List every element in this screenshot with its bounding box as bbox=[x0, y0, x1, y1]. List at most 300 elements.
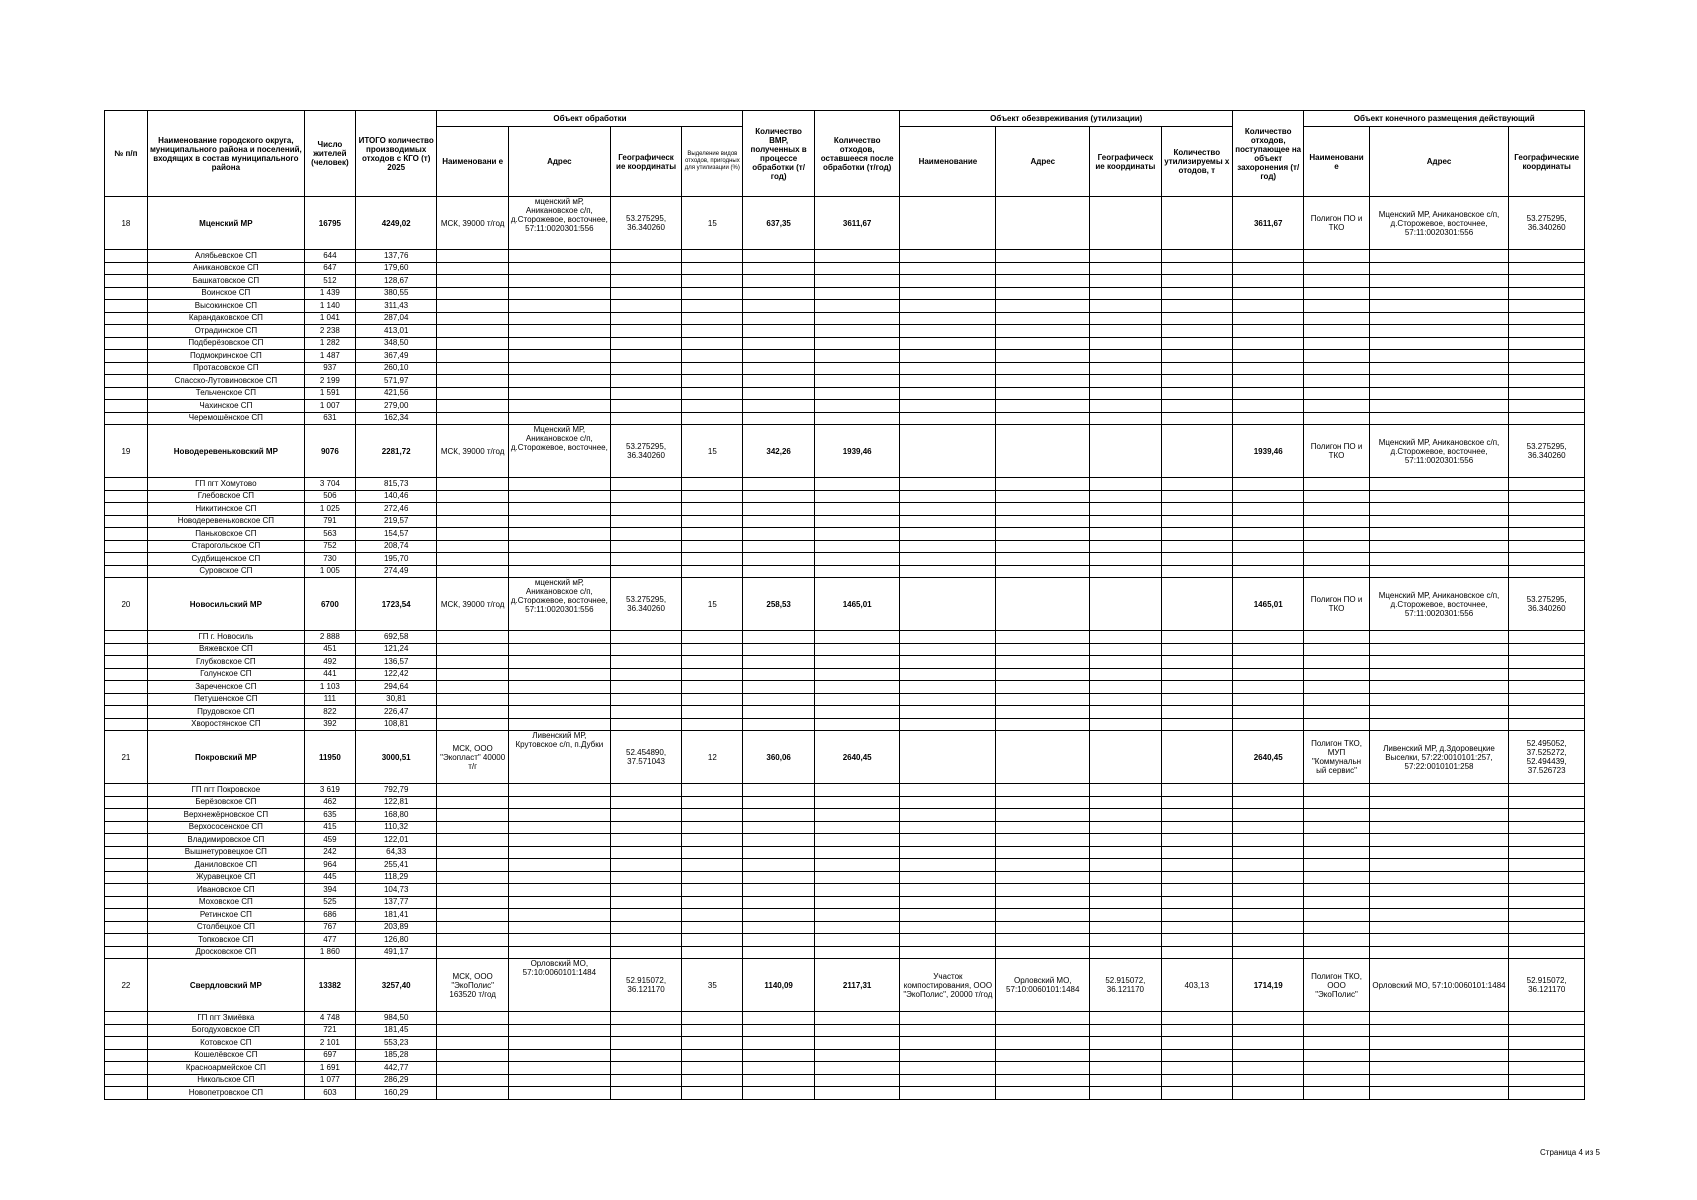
empty-cell bbox=[682, 631, 743, 644]
empty-cell bbox=[743, 1062, 814, 1075]
empty-cell bbox=[996, 946, 1090, 959]
settlement-population: 767 bbox=[304, 921, 355, 934]
empty-cell bbox=[508, 528, 610, 541]
empty-cell bbox=[1233, 1037, 1304, 1050]
empty-cell bbox=[1090, 262, 1161, 275]
empty-cell bbox=[1090, 362, 1161, 375]
final-name: Полигон ПО и ТКО bbox=[1304, 197, 1369, 250]
empty-cell bbox=[682, 656, 743, 669]
empty-cell bbox=[743, 300, 814, 313]
settlement-row bbox=[105, 784, 1585, 797]
settlement-row bbox=[105, 412, 1585, 425]
empty-cell bbox=[900, 668, 996, 681]
empty-cell bbox=[1304, 300, 1369, 313]
empty-cell bbox=[610, 312, 681, 325]
settlement-row bbox=[105, 312, 1585, 325]
empty-cell bbox=[1233, 796, 1304, 809]
empty-cell bbox=[437, 375, 508, 388]
processing-name: МСК, 39000 т/год bbox=[437, 197, 508, 250]
empty-cell bbox=[900, 693, 996, 706]
settlement-total: 348,50 bbox=[355, 337, 437, 350]
empty-cell bbox=[900, 1024, 996, 1037]
settlement-total: 208,74 bbox=[355, 540, 437, 553]
empty-cell bbox=[814, 656, 900, 669]
empty-cell bbox=[814, 809, 900, 822]
empty-cell bbox=[743, 412, 814, 425]
empty-cell bbox=[437, 400, 508, 413]
settlement-name: Отрадинское СП bbox=[147, 325, 304, 338]
empty-cell bbox=[996, 262, 1090, 275]
empty-cell bbox=[508, 565, 610, 578]
empty-cell bbox=[1233, 1062, 1304, 1075]
empty-cell bbox=[437, 515, 508, 528]
settlement-total: 203,89 bbox=[355, 921, 437, 934]
district-name: Свердловский МР bbox=[147, 959, 304, 1012]
final-name: Полигон ПО и ТКО bbox=[1304, 425, 1369, 478]
settlement-total: 118,29 bbox=[355, 871, 437, 884]
empty-cell bbox=[743, 859, 814, 872]
empty-cell bbox=[1233, 706, 1304, 719]
empty-cell bbox=[610, 287, 681, 300]
empty-cell bbox=[1161, 540, 1232, 553]
empty-cell bbox=[900, 503, 996, 516]
empty-cell bbox=[1233, 287, 1304, 300]
empty-cell bbox=[437, 350, 508, 363]
processing-address: мценский мР, Аникановское с/п, д.Сторожевое, восточнее, 57:11:0020301:556 bbox=[508, 197, 610, 250]
settlement-no-cell bbox=[105, 275, 148, 288]
settlement-total: 792,79 bbox=[355, 784, 437, 797]
empty-cell bbox=[1090, 909, 1161, 922]
empty-cell bbox=[1161, 387, 1232, 400]
settlement-row bbox=[105, 553, 1585, 566]
empty-cell bbox=[996, 300, 1090, 313]
settlement-name: Вяжевское СП bbox=[147, 643, 304, 656]
empty-cell bbox=[508, 871, 610, 884]
settlement-row bbox=[105, 718, 1585, 731]
settlement-name: Аникановское СП bbox=[147, 262, 304, 275]
processing-name: МСК, 39000 т/год bbox=[437, 425, 508, 478]
settlement-no-cell bbox=[105, 1012, 148, 1025]
empty-cell bbox=[682, 681, 743, 694]
empty-cell bbox=[1369, 490, 1509, 503]
settlement-name: Петушенское СП bbox=[147, 693, 304, 706]
empty-cell bbox=[996, 1037, 1090, 1050]
settlement-no-cell bbox=[105, 1037, 148, 1050]
empty-cell bbox=[814, 387, 900, 400]
empty-cell bbox=[437, 934, 508, 947]
empty-cell bbox=[1161, 262, 1232, 275]
empty-cell bbox=[610, 1012, 681, 1025]
settlement-population: 730 bbox=[304, 553, 355, 566]
settlement-name: ГП пгт Покровское bbox=[147, 784, 304, 797]
empty-cell bbox=[610, 1087, 681, 1100]
empty-cell bbox=[1161, 1037, 1232, 1050]
empty-cell bbox=[1304, 1087, 1369, 1100]
empty-cell bbox=[814, 412, 900, 425]
empty-cell bbox=[682, 287, 743, 300]
empty-cell bbox=[682, 896, 743, 909]
processing-percent: 12 bbox=[682, 731, 743, 784]
empty-cell bbox=[900, 325, 996, 338]
empty-cell bbox=[437, 693, 508, 706]
settlement-total: 126,80 bbox=[355, 934, 437, 947]
empty-cell bbox=[1090, 400, 1161, 413]
empty-cell bbox=[814, 1087, 900, 1100]
empty-cell bbox=[1509, 362, 1585, 375]
settlement-row bbox=[105, 643, 1585, 656]
empty-cell bbox=[1090, 553, 1161, 566]
district-row bbox=[105, 578, 1585, 631]
empty-cell bbox=[814, 871, 900, 884]
settlement-no-cell bbox=[105, 1087, 148, 1100]
empty-cell bbox=[996, 784, 1090, 797]
final-geo: 52.495052, 37.525272, 52.494439, 37.526723 bbox=[1509, 731, 1585, 784]
empty-cell bbox=[814, 540, 900, 553]
empty-cell bbox=[1090, 796, 1161, 809]
empty-cell bbox=[437, 921, 508, 934]
processing-geo: 52.915072, 36.121170 bbox=[610, 959, 681, 1012]
empty-cell bbox=[610, 1049, 681, 1062]
settlement-total: 255,41 bbox=[355, 859, 437, 872]
empty-cell bbox=[1161, 921, 1232, 934]
header-population: Число жителей (человек) bbox=[304, 111, 355, 197]
empty-cell bbox=[1369, 846, 1509, 859]
empty-cell bbox=[1509, 884, 1585, 897]
settlement-name: Красноармейское СП bbox=[147, 1062, 304, 1075]
neutralization-qty bbox=[1161, 425, 1232, 478]
empty-cell bbox=[814, 1024, 900, 1037]
empty-cell bbox=[508, 896, 610, 909]
empty-cell bbox=[1304, 884, 1369, 897]
empty-cell bbox=[437, 362, 508, 375]
settlement-total: 571,97 bbox=[355, 375, 437, 388]
empty-cell bbox=[682, 934, 743, 947]
empty-cell bbox=[814, 859, 900, 872]
empty-cell bbox=[996, 312, 1090, 325]
empty-cell bbox=[682, 478, 743, 491]
empty-cell bbox=[1304, 909, 1369, 922]
empty-cell bbox=[1369, 718, 1509, 731]
waste-table bbox=[104, 110, 1585, 1100]
settlement-name: Паньковское СП bbox=[147, 528, 304, 541]
empty-cell bbox=[1233, 631, 1304, 644]
empty-cell bbox=[1090, 681, 1161, 694]
district-total: 4249,02 bbox=[355, 197, 437, 250]
empty-cell bbox=[1509, 706, 1585, 719]
settlement-name: Никитинское СП bbox=[147, 503, 304, 516]
empty-cell bbox=[682, 1049, 743, 1062]
settlement-row bbox=[105, 921, 1585, 934]
empty-cell bbox=[1369, 1074, 1509, 1087]
empty-cell bbox=[1304, 934, 1369, 947]
empty-cell bbox=[1233, 325, 1304, 338]
settlement-row bbox=[105, 681, 1585, 694]
district-no: 22 bbox=[105, 959, 148, 1012]
settlement-name: Высокинское СП bbox=[147, 300, 304, 313]
neutralization-geo bbox=[1090, 425, 1161, 478]
empty-cell bbox=[682, 362, 743, 375]
settlement-row bbox=[105, 834, 1585, 847]
settlement-total: 30,81 bbox=[355, 693, 437, 706]
header-group-final: Объект конечного размещения действующий bbox=[1304, 111, 1585, 127]
empty-cell bbox=[900, 515, 996, 528]
settlement-total: 442,77 bbox=[355, 1062, 437, 1075]
settlement-no-cell bbox=[105, 375, 148, 388]
empty-cell bbox=[682, 275, 743, 288]
empty-cell bbox=[610, 946, 681, 959]
empty-cell bbox=[682, 337, 743, 350]
empty-cell bbox=[743, 262, 814, 275]
empty-cell bbox=[814, 337, 900, 350]
empty-cell bbox=[682, 515, 743, 528]
settlement-no-cell bbox=[105, 884, 148, 897]
empty-cell bbox=[743, 1074, 814, 1087]
empty-cell bbox=[610, 478, 681, 491]
empty-cell bbox=[682, 1037, 743, 1050]
empty-cell bbox=[1509, 565, 1585, 578]
header-group-neutralization: Объект обезвреживания (утилизации) bbox=[900, 111, 1233, 127]
empty-cell bbox=[743, 871, 814, 884]
empty-cell bbox=[1304, 681, 1369, 694]
empty-cell bbox=[743, 337, 814, 350]
header-proc-address: Адрес bbox=[508, 127, 610, 197]
settlement-name: Топковское СП bbox=[147, 934, 304, 947]
settlement-total: 122,42 bbox=[355, 668, 437, 681]
empty-cell bbox=[1369, 375, 1509, 388]
final-address: Мценский МР, Аникановское с/п, д.Сторожевое, восточнее, 57:11:0020301:556 bbox=[1369, 197, 1509, 250]
district-total: 3000,51 bbox=[355, 731, 437, 784]
empty-cell bbox=[814, 312, 900, 325]
empty-cell bbox=[1090, 1087, 1161, 1100]
settlement-no-cell bbox=[105, 337, 148, 350]
settlement-population: 3 619 bbox=[304, 784, 355, 797]
empty-cell bbox=[1090, 784, 1161, 797]
settlement-row bbox=[105, 362, 1585, 375]
empty-cell bbox=[1304, 350, 1369, 363]
remaining-qty: 3611,67 bbox=[814, 197, 900, 250]
empty-cell bbox=[508, 1074, 610, 1087]
empty-cell bbox=[900, 796, 996, 809]
processing-name: МСК, ООО "Экопласт" 40000 т/г bbox=[437, 731, 508, 784]
settlement-population: 492 bbox=[304, 656, 355, 669]
empty-cell bbox=[743, 503, 814, 516]
settlement-name: Алябьевское СП bbox=[147, 250, 304, 263]
empty-cell bbox=[610, 350, 681, 363]
settlement-no-cell bbox=[105, 412, 148, 425]
empty-cell bbox=[900, 809, 996, 822]
settlement-population: 697 bbox=[304, 1049, 355, 1062]
empty-cell bbox=[1233, 871, 1304, 884]
settlement-population: 1 025 bbox=[304, 503, 355, 516]
empty-cell bbox=[900, 656, 996, 669]
empty-cell bbox=[1509, 718, 1585, 731]
empty-cell bbox=[437, 478, 508, 491]
empty-cell bbox=[682, 718, 743, 731]
empty-cell bbox=[900, 884, 996, 897]
document-page bbox=[104, 110, 1585, 1100]
page-footer: Страница 4 из 5 bbox=[1540, 1148, 1600, 1157]
empty-cell bbox=[814, 250, 900, 263]
empty-cell bbox=[996, 387, 1090, 400]
empty-cell bbox=[1304, 540, 1369, 553]
empty-cell bbox=[814, 515, 900, 528]
empty-cell bbox=[1304, 400, 1369, 413]
settlement-total: 168,80 bbox=[355, 809, 437, 822]
processing-percent: 15 bbox=[682, 425, 743, 478]
burial-qty: 3611,67 bbox=[1233, 197, 1304, 250]
empty-cell bbox=[1369, 859, 1509, 872]
empty-cell bbox=[900, 350, 996, 363]
header-neut-name: Наименование bbox=[900, 127, 996, 197]
settlement-row bbox=[105, 250, 1585, 263]
settlement-row bbox=[105, 706, 1585, 719]
empty-cell bbox=[1090, 1062, 1161, 1075]
empty-cell bbox=[1369, 921, 1509, 934]
empty-cell bbox=[1161, 784, 1232, 797]
empty-cell bbox=[1509, 350, 1585, 363]
settlement-row bbox=[105, 490, 1585, 503]
settlement-row bbox=[105, 400, 1585, 413]
empty-cell bbox=[1090, 859, 1161, 872]
settlement-no-cell bbox=[105, 1074, 148, 1087]
empty-cell bbox=[743, 681, 814, 694]
settlement-name: Воинское СП bbox=[147, 287, 304, 300]
empty-cell bbox=[508, 946, 610, 959]
settlement-name: Тельченское СП bbox=[147, 387, 304, 400]
burial-qty: 1465,01 bbox=[1233, 578, 1304, 631]
final-name: Полигон ПО и ТКО bbox=[1304, 578, 1369, 631]
settlement-total: 136,57 bbox=[355, 656, 437, 669]
empty-cell bbox=[610, 934, 681, 947]
empty-cell bbox=[682, 821, 743, 834]
burial-qty: 1714,19 bbox=[1233, 959, 1304, 1012]
empty-cell bbox=[437, 275, 508, 288]
empty-cell bbox=[743, 275, 814, 288]
empty-cell bbox=[1304, 809, 1369, 822]
empty-cell bbox=[1369, 1062, 1509, 1075]
empty-cell bbox=[1509, 871, 1585, 884]
empty-cell bbox=[1509, 312, 1585, 325]
final-geo: 53.275295, 36.340260 bbox=[1509, 425, 1585, 478]
empty-cell bbox=[1161, 312, 1232, 325]
settlement-name: Владимировское СП bbox=[147, 834, 304, 847]
settlement-population: 1 140 bbox=[304, 300, 355, 313]
empty-cell bbox=[996, 821, 1090, 834]
empty-cell bbox=[1233, 1049, 1304, 1062]
empty-cell bbox=[508, 631, 610, 644]
empty-cell bbox=[1161, 643, 1232, 656]
settlement-no-cell bbox=[105, 656, 148, 669]
processing-geo: 53.275295, 36.340260 bbox=[610, 425, 681, 478]
empty-cell bbox=[743, 387, 814, 400]
empty-cell bbox=[682, 262, 743, 275]
neutralization-geo bbox=[1090, 197, 1161, 250]
district-population: 6700 bbox=[304, 578, 355, 631]
neutralization-qty bbox=[1161, 197, 1232, 250]
empty-cell bbox=[996, 412, 1090, 425]
empty-cell bbox=[900, 643, 996, 656]
empty-cell bbox=[1369, 693, 1509, 706]
empty-cell bbox=[814, 909, 900, 922]
settlement-row bbox=[105, 693, 1585, 706]
neutralization-geo bbox=[1090, 731, 1161, 784]
header-group-processing: Объект обработки bbox=[437, 111, 743, 127]
empty-cell bbox=[682, 375, 743, 388]
settlement-name: ГП г. Новосиль bbox=[147, 631, 304, 644]
settlement-name: Даниловское СП bbox=[147, 859, 304, 872]
empty-cell bbox=[610, 693, 681, 706]
empty-cell bbox=[996, 375, 1090, 388]
empty-cell bbox=[1233, 668, 1304, 681]
settlement-total: 110,32 bbox=[355, 821, 437, 834]
empty-cell bbox=[610, 528, 681, 541]
empty-cell bbox=[1304, 503, 1369, 516]
settlement-population: 603 bbox=[304, 1087, 355, 1100]
empty-cell bbox=[508, 809, 610, 822]
settlement-total: 181,45 bbox=[355, 1024, 437, 1037]
empty-cell bbox=[508, 859, 610, 872]
empty-cell bbox=[1369, 1049, 1509, 1062]
empty-cell bbox=[1509, 400, 1585, 413]
empty-cell bbox=[682, 846, 743, 859]
empty-cell bbox=[743, 400, 814, 413]
empty-cell bbox=[610, 656, 681, 669]
empty-cell bbox=[814, 565, 900, 578]
empty-cell bbox=[1369, 387, 1509, 400]
neutralization-name bbox=[900, 578, 996, 631]
empty-cell bbox=[437, 503, 508, 516]
empty-cell bbox=[1509, 946, 1585, 959]
empty-cell bbox=[996, 528, 1090, 541]
empty-cell bbox=[900, 362, 996, 375]
empty-cell bbox=[1509, 1062, 1585, 1075]
district-population: 11950 bbox=[304, 731, 355, 784]
empty-cell bbox=[1090, 631, 1161, 644]
empty-cell bbox=[1090, 375, 1161, 388]
settlement-name: Чахинское СП bbox=[147, 400, 304, 413]
empty-cell bbox=[900, 528, 996, 541]
empty-cell bbox=[1304, 718, 1369, 731]
empty-cell bbox=[1090, 540, 1161, 553]
settlement-total: 491,17 bbox=[355, 946, 437, 959]
empty-cell bbox=[743, 515, 814, 528]
empty-cell bbox=[1509, 859, 1585, 872]
burial-qty: 1939,46 bbox=[1233, 425, 1304, 478]
empty-cell bbox=[814, 946, 900, 959]
settlement-name: Старогольское СП bbox=[147, 540, 304, 553]
empty-cell bbox=[814, 681, 900, 694]
empty-cell bbox=[814, 643, 900, 656]
empty-cell bbox=[743, 693, 814, 706]
settlement-no-cell bbox=[105, 325, 148, 338]
settlement-population: 477 bbox=[304, 934, 355, 947]
settlement-no-cell bbox=[105, 478, 148, 491]
empty-cell bbox=[900, 387, 996, 400]
empty-cell bbox=[1369, 1012, 1509, 1025]
empty-cell bbox=[996, 718, 1090, 731]
empty-cell bbox=[1233, 1024, 1304, 1037]
empty-cell bbox=[743, 909, 814, 922]
settlement-total: 140,46 bbox=[355, 490, 437, 503]
empty-cell bbox=[1090, 337, 1161, 350]
settlement-row bbox=[105, 821, 1585, 834]
empty-cell bbox=[1161, 490, 1232, 503]
settlement-total: 64,33 bbox=[355, 846, 437, 859]
empty-cell bbox=[1369, 1024, 1509, 1037]
settlement-total: 380,55 bbox=[355, 287, 437, 300]
empty-cell bbox=[814, 718, 900, 731]
settlement-no-cell bbox=[105, 921, 148, 934]
